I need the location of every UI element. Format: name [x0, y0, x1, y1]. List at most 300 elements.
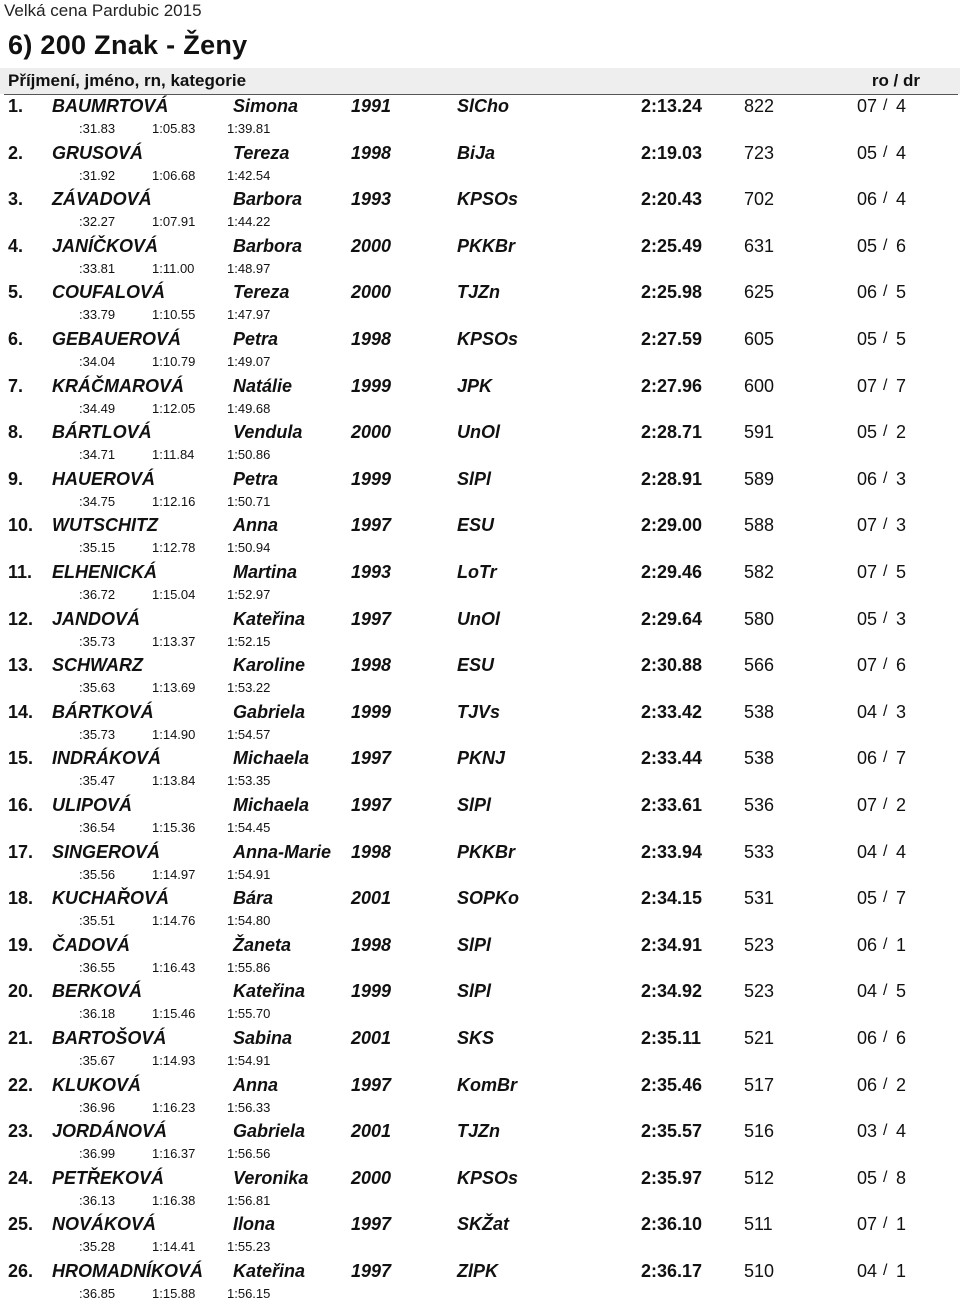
points: 523 — [744, 934, 775, 955]
rank: 24. — [8, 1167, 34, 1188]
heat-number: 04 — [857, 981, 878, 1002]
final-time: 2:36.17 — [641, 1261, 703, 1281]
given-name: Vendula — [233, 422, 303, 443]
surname: JORDÁNOVÁ — [52, 1121, 168, 1142]
split-100m: 1:05.83 — [152, 121, 196, 136]
split-150m: 1:54.91 — [227, 1053, 271, 1068]
result-entry — [0, 655, 960, 702]
meet-title: Velká cena Pardubic 2015 — [4, 1, 202, 20]
split-100m: 1:14.97 — [152, 866, 196, 882]
separator-slash: / — [883, 1075, 888, 1093]
lane-number: 3 — [896, 468, 907, 489]
split-100m: 1:15.04 — [152, 587, 196, 602]
rank: 16. — [8, 795, 34, 815]
heat-number: 07 — [857, 655, 878, 676]
given-name: Gabriela — [233, 1121, 306, 1142]
split-150m: 1:50.94 — [227, 540, 271, 556]
split-100m: 1:14.76 — [152, 913, 196, 929]
result-main-line — [0, 702, 960, 726]
rank: 20. — [8, 981, 34, 1002]
lane-number: 1 — [896, 1214, 907, 1235]
birth-year: 2001 — [351, 888, 392, 909]
lane-number: 6 — [896, 1028, 907, 1048]
separator-slash: / — [883, 982, 888, 1000]
heat-number: 05 — [857, 888, 878, 909]
column-header-athlete: Příjmení, jméno, rn, kategorie — [8, 71, 247, 90]
separator-slash: / — [883, 97, 888, 114]
rank: 10. — [8, 515, 34, 536]
given-name: Petra — [233, 329, 279, 349]
points: 723 — [744, 142, 775, 163]
points: 582 — [744, 562, 775, 582]
split-50m: :36.55 — [79, 959, 116, 975]
separator-slash: / — [883, 935, 888, 953]
surname: ELHENICKÁ — [52, 562, 158, 582]
split-100m: 1:15.36 — [152, 820, 196, 835]
heat-number: 05 — [857, 142, 878, 163]
final-time: 2:33.44 — [641, 748, 703, 769]
final-time: 2:34.92 — [641, 981, 703, 1002]
split-150m: 1:54.45 — [227, 820, 271, 835]
given-name: Anna — [233, 1074, 278, 1095]
surname: INDRÁKOVÁ — [52, 748, 162, 769]
lane-number: 5 — [896, 329, 907, 349]
split-times — [0, 354, 960, 372]
split-100m: 1:16.37 — [152, 1146, 196, 1162]
points: 538 — [744, 701, 775, 722]
final-time: 2:35.46 — [641, 1074, 703, 1095]
birth-year: 1998 — [351, 329, 392, 349]
split-times — [0, 1193, 960, 1211]
split-50m: :33.79 — [79, 307, 116, 323]
lane-number: 3 — [896, 701, 907, 722]
birth-year: 1999 — [351, 468, 392, 489]
result-main-line — [0, 795, 960, 819]
lane-number: 7 — [896, 748, 907, 769]
split-100m: 1:13.37 — [152, 633, 196, 649]
result-entry — [0, 1168, 960, 1215]
separator-slash: / — [883, 283, 888, 301]
surname: BARTOŠOVÁ — [52, 1028, 167, 1048]
club: ESU — [457, 515, 495, 536]
rank: 9. — [8, 468, 24, 489]
result-entry — [0, 422, 960, 469]
result-main-line — [0, 282, 960, 306]
result-main-line — [0, 935, 960, 959]
result-entry — [0, 609, 960, 656]
surname: KRÁČMAROVÁ — [52, 375, 184, 396]
birth-year: 1997 — [351, 748, 392, 769]
split-50m: :35.73 — [79, 726, 116, 742]
split-50m: :34.04 — [79, 354, 116, 369]
split-150m: 1:56.56 — [227, 1146, 271, 1162]
heat-number: 05 — [857, 422, 878, 443]
lane-number: 4 — [896, 189, 907, 210]
rank: 7. — [8, 375, 24, 396]
split-times — [0, 727, 960, 745]
split-150m: 1:56.15 — [227, 1286, 271, 1301]
given-name: Tereza — [233, 142, 290, 163]
split-times — [0, 307, 960, 325]
surname: SCHWARZ — [52, 655, 143, 676]
result-entry — [0, 981, 960, 1028]
split-150m: 1:47.97 — [227, 307, 271, 323]
club: UnOl — [457, 608, 500, 629]
club: JPK — [457, 375, 493, 396]
heat-number: 06 — [857, 934, 878, 955]
result-main-line — [0, 562, 960, 586]
points: 589 — [744, 468, 775, 489]
surname: ULIPOVÁ — [52, 795, 133, 815]
split-150m: 1:55.23 — [227, 1239, 271, 1255]
separator-slash: / — [883, 1215, 888, 1233]
lane-number: 3 — [896, 515, 907, 536]
result-entry — [0, 1214, 960, 1261]
split-50m: :35.47 — [79, 773, 116, 789]
split-100m: 1:14.93 — [152, 1053, 196, 1068]
split-150m: 1:49.07 — [227, 354, 271, 369]
heat-number: 05 — [857, 1167, 878, 1188]
points: 511 — [744, 1214, 773, 1235]
result-entry — [0, 1028, 960, 1075]
split-50m: :35.51 — [79, 913, 116, 929]
separator-slash: / — [883, 1168, 888, 1186]
heat-number: 07 — [857, 795, 878, 815]
event-title: 6) 200 Znak - Ženy — [8, 30, 248, 60]
result-entry — [0, 1121, 960, 1168]
surname: BÁRTKOVÁ — [52, 701, 154, 722]
given-name: Gabriela — [233, 701, 306, 722]
club: ZlPK — [457, 1261, 499, 1281]
heat-number: 04 — [857, 1261, 878, 1281]
rank: 19. — [8, 934, 34, 955]
points: 521 — [744, 1028, 775, 1048]
birth-year: 1997 — [351, 1261, 392, 1281]
birth-year: 1998 — [351, 655, 392, 676]
split-times — [0, 401, 960, 419]
separator-slash: / — [883, 1029, 888, 1046]
result-entry — [0, 702, 960, 749]
separator-slash: / — [883, 236, 888, 254]
split-times — [0, 680, 960, 698]
separator-slash: / — [883, 702, 888, 720]
final-time: 2:28.71 — [641, 422, 703, 443]
split-times — [0, 168, 960, 186]
result-main-line — [0, 376, 960, 400]
split-100m: 1:15.46 — [152, 1006, 196, 1022]
result-entry — [0, 1075, 960, 1122]
split-times — [0, 494, 960, 512]
club: BiJa — [457, 142, 496, 163]
birth-year: 2000 — [351, 422, 392, 443]
split-times — [0, 1286, 960, 1304]
rank: 17. — [8, 841, 34, 862]
result-main-line — [0, 609, 960, 633]
split-100m: 1:07.91 — [152, 214, 196, 230]
rank: 14. — [8, 701, 34, 722]
lane-number: 2 — [896, 795, 907, 815]
result-main-line — [0, 655, 960, 679]
split-times — [0, 214, 960, 232]
heat-number: 07 — [857, 515, 878, 536]
separator-slash: / — [883, 796, 888, 813]
separator-slash: / — [883, 563, 888, 580]
points: 510 — [744, 1261, 775, 1281]
split-100m: 1:06.68 — [152, 167, 196, 183]
given-name: Veronika — [233, 1167, 309, 1188]
split-150m: 1:54.57 — [227, 726, 271, 742]
split-50m: :36.54 — [79, 820, 116, 835]
birth-year: 2001 — [351, 1121, 392, 1142]
separator-slash: / — [883, 143, 888, 161]
separator-slash: / — [883, 376, 888, 394]
heat-number: 07 — [857, 1214, 878, 1235]
birth-year: 2000 — [351, 282, 392, 303]
result-entry — [0, 842, 960, 889]
split-100m: 1:12.16 — [152, 493, 196, 509]
rank: 21. — [8, 1028, 34, 1048]
birth-year: 2001 — [351, 1028, 392, 1048]
surname: HAUEROVÁ — [52, 468, 156, 489]
split-150m: 1:54.80 — [227, 913, 271, 929]
given-name: Kateřina — [233, 608, 306, 629]
split-150m: 1:53.22 — [227, 680, 271, 696]
result-main-line — [0, 236, 960, 260]
final-time: 2:28.91 — [641, 468, 703, 489]
rank: 11. — [8, 562, 33, 582]
rank: 12. — [8, 608, 34, 629]
rank: 25. — [8, 1214, 34, 1235]
result-main-line — [0, 748, 960, 772]
separator-slash: / — [883, 656, 888, 674]
split-50m: :35.56 — [79, 866, 116, 882]
club: SKS — [457, 1028, 495, 1048]
points: 588 — [744, 515, 775, 536]
final-time: 2:34.91 — [641, 934, 703, 955]
final-time: 2:35.11 — [641, 1028, 702, 1048]
given-name: Bára — [233, 888, 274, 909]
club: TJVs — [457, 701, 501, 722]
split-50m: :36.72 — [79, 587, 116, 602]
split-50m: :32.27 — [79, 214, 116, 230]
split-times — [0, 540, 960, 558]
split-50m: :35.67 — [79, 1053, 116, 1068]
result-main-line — [0, 1121, 960, 1145]
split-150m: 1:54.91 — [227, 866, 271, 882]
split-times — [0, 1006, 960, 1024]
surname: BAUMRTOVÁ — [52, 96, 169, 116]
points: 605 — [744, 329, 775, 349]
heat-number: 06 — [857, 1074, 878, 1095]
final-time: 2:33.61 — [641, 795, 703, 815]
points: 512 — [744, 1167, 775, 1188]
split-100m: 1:12.78 — [152, 540, 196, 556]
split-150m: 1:52.97 — [227, 587, 271, 602]
result-entry — [0, 748, 960, 795]
surname: NOVÁKOVÁ — [52, 1214, 157, 1235]
club: SOPKo — [457, 888, 520, 909]
final-time: 2:36.10 — [641, 1214, 703, 1235]
rank: 18. — [8, 888, 34, 909]
split-50m: :34.49 — [79, 400, 116, 416]
column-header-bar — [0, 68, 960, 94]
rank: 15. — [8, 748, 34, 769]
given-name: Petra — [233, 468, 279, 489]
result-main-line — [0, 1075, 960, 1099]
split-times — [0, 261, 960, 279]
split-times — [0, 1146, 960, 1164]
club: PKKBr — [457, 235, 516, 256]
split-times — [0, 1239, 960, 1257]
points: 536 — [744, 795, 775, 815]
birth-year: 1998 — [351, 841, 392, 862]
surname: KLUKOVÁ — [52, 1074, 141, 1095]
lane-number: 4 — [896, 96, 907, 116]
club: KomBr — [457, 1074, 518, 1095]
club: SlPl — [457, 934, 492, 955]
separator-slash: / — [883, 1262, 888, 1279]
result-main-line — [0, 981, 960, 1005]
split-150m: 1:50.71 — [227, 493, 271, 509]
result-entry — [0, 935, 960, 982]
heat-number: 03 — [857, 1121, 878, 1142]
result-entry — [0, 795, 960, 842]
birth-year: 1997 — [351, 1214, 392, 1235]
lane-number: 8 — [896, 1167, 907, 1188]
split-50m: :34.75 — [79, 493, 116, 509]
birth-year: 1997 — [351, 515, 392, 536]
birth-year: 1997 — [351, 608, 392, 629]
heat-number: 07 — [857, 562, 878, 582]
rank: 3. — [8, 189, 24, 210]
surname: SINGEROVÁ — [52, 841, 161, 862]
given-name: Tereza — [233, 282, 290, 303]
split-100m: 1:16.43 — [152, 959, 196, 975]
result-entry — [0, 236, 960, 283]
final-time: 2:19.03 — [641, 142, 703, 163]
birth-year: 1993 — [351, 562, 392, 582]
split-100m: 1:16.38 — [152, 1192, 196, 1208]
split-100m: 1:14.90 — [152, 726, 196, 742]
points: 591 — [744, 422, 775, 443]
surname: ZÁVADOVÁ — [52, 189, 152, 210]
club: KPSOs — [457, 189, 519, 210]
given-name: Barbora — [233, 235, 303, 256]
lane-number: 5 — [896, 562, 907, 582]
points: 538 — [744, 748, 775, 769]
split-times — [0, 121, 960, 139]
split-50m: :35.73 — [79, 633, 116, 649]
final-time: 2:35.97 — [641, 1167, 703, 1188]
given-name: Michaela — [233, 748, 310, 769]
birth-year: 1993 — [351, 189, 392, 210]
separator-slash: / — [883, 423, 888, 441]
separator-slash: / — [883, 842, 888, 860]
result-entry — [0, 1261, 960, 1308]
final-time: 2:25.98 — [641, 282, 703, 303]
points: 600 — [744, 375, 775, 396]
lane-number: 1 — [896, 1261, 907, 1281]
rank: 5. — [8, 282, 24, 303]
points: 566 — [744, 655, 775, 676]
split-50m: :35.28 — [79, 1239, 116, 1255]
lane-number: 7 — [896, 888, 907, 909]
lane-number: 1 — [896, 934, 907, 955]
heat-number: 06 — [857, 468, 878, 489]
lane-number: 4 — [896, 142, 907, 163]
split-150m: 1:39.81 — [227, 121, 271, 136]
rank: 26. — [8, 1261, 34, 1281]
separator-slash: / — [883, 609, 888, 627]
split-150m: 1:49.68 — [227, 400, 271, 416]
surname: HROMADNÍKOVÁ — [52, 1261, 203, 1281]
split-50m: :36.96 — [79, 1099, 116, 1115]
surname: JANDOVÁ — [52, 608, 141, 629]
result-entry — [0, 515, 960, 562]
surname: BÁRTLOVÁ — [52, 422, 152, 443]
split-times — [0, 913, 960, 931]
club: PKKBr — [457, 841, 516, 862]
split-150m: 1:48.97 — [227, 260, 271, 276]
split-100m: 1:13.69 — [152, 680, 196, 696]
result-main-line — [0, 1168, 960, 1192]
separator-slash: / — [883, 330, 888, 347]
split-times — [0, 1100, 960, 1118]
heat-number: 07 — [857, 375, 878, 396]
final-time: 2:33.42 — [641, 701, 703, 722]
heat-number: 06 — [857, 748, 878, 769]
birth-year: 1999 — [351, 375, 392, 396]
lane-number: 2 — [896, 1074, 907, 1095]
surname: KUCHAŘOVÁ — [52, 888, 169, 909]
result-main-line — [0, 1028, 960, 1052]
lane-number: 5 — [896, 282, 907, 303]
result-main-line — [0, 469, 960, 493]
club: SlCho — [457, 96, 509, 116]
points: 625 — [744, 282, 775, 303]
surname: GEBAUEROVÁ — [52, 329, 182, 349]
split-150m: 1:53.35 — [227, 773, 271, 789]
separator-slash: / — [883, 469, 888, 487]
rank: 22. — [8, 1074, 34, 1095]
split-100m: 1:11.84 — [152, 447, 195, 463]
given-name: Kateřina — [233, 981, 306, 1002]
lane-number: 4 — [896, 1121, 907, 1142]
points: 523 — [744, 981, 775, 1002]
rank: 6. — [8, 329, 24, 349]
heat-number: 06 — [857, 189, 878, 210]
split-50m: :35.63 — [79, 680, 116, 696]
given-name: Simona — [233, 96, 299, 116]
lane-number: 4 — [896, 841, 907, 862]
club: ESU — [457, 655, 495, 676]
club: SlPl — [457, 468, 492, 489]
lane-number: 3 — [896, 608, 907, 629]
separator-slash: / — [883, 889, 888, 907]
split-100m: 1:10.55 — [152, 307, 196, 323]
final-time: 2:35.57 — [641, 1121, 703, 1142]
rank: 4. — [8, 235, 24, 256]
final-time: 2:20.43 — [641, 189, 703, 210]
split-times — [0, 587, 960, 605]
points: 533 — [744, 841, 775, 862]
split-times — [0, 960, 960, 978]
given-name: Barbora — [233, 189, 303, 210]
given-name: Sabina — [233, 1028, 293, 1048]
final-time: 2:29.46 — [641, 562, 703, 582]
split-100m: 1:15.88 — [152, 1286, 196, 1301]
club: PKNJ — [457, 748, 506, 769]
